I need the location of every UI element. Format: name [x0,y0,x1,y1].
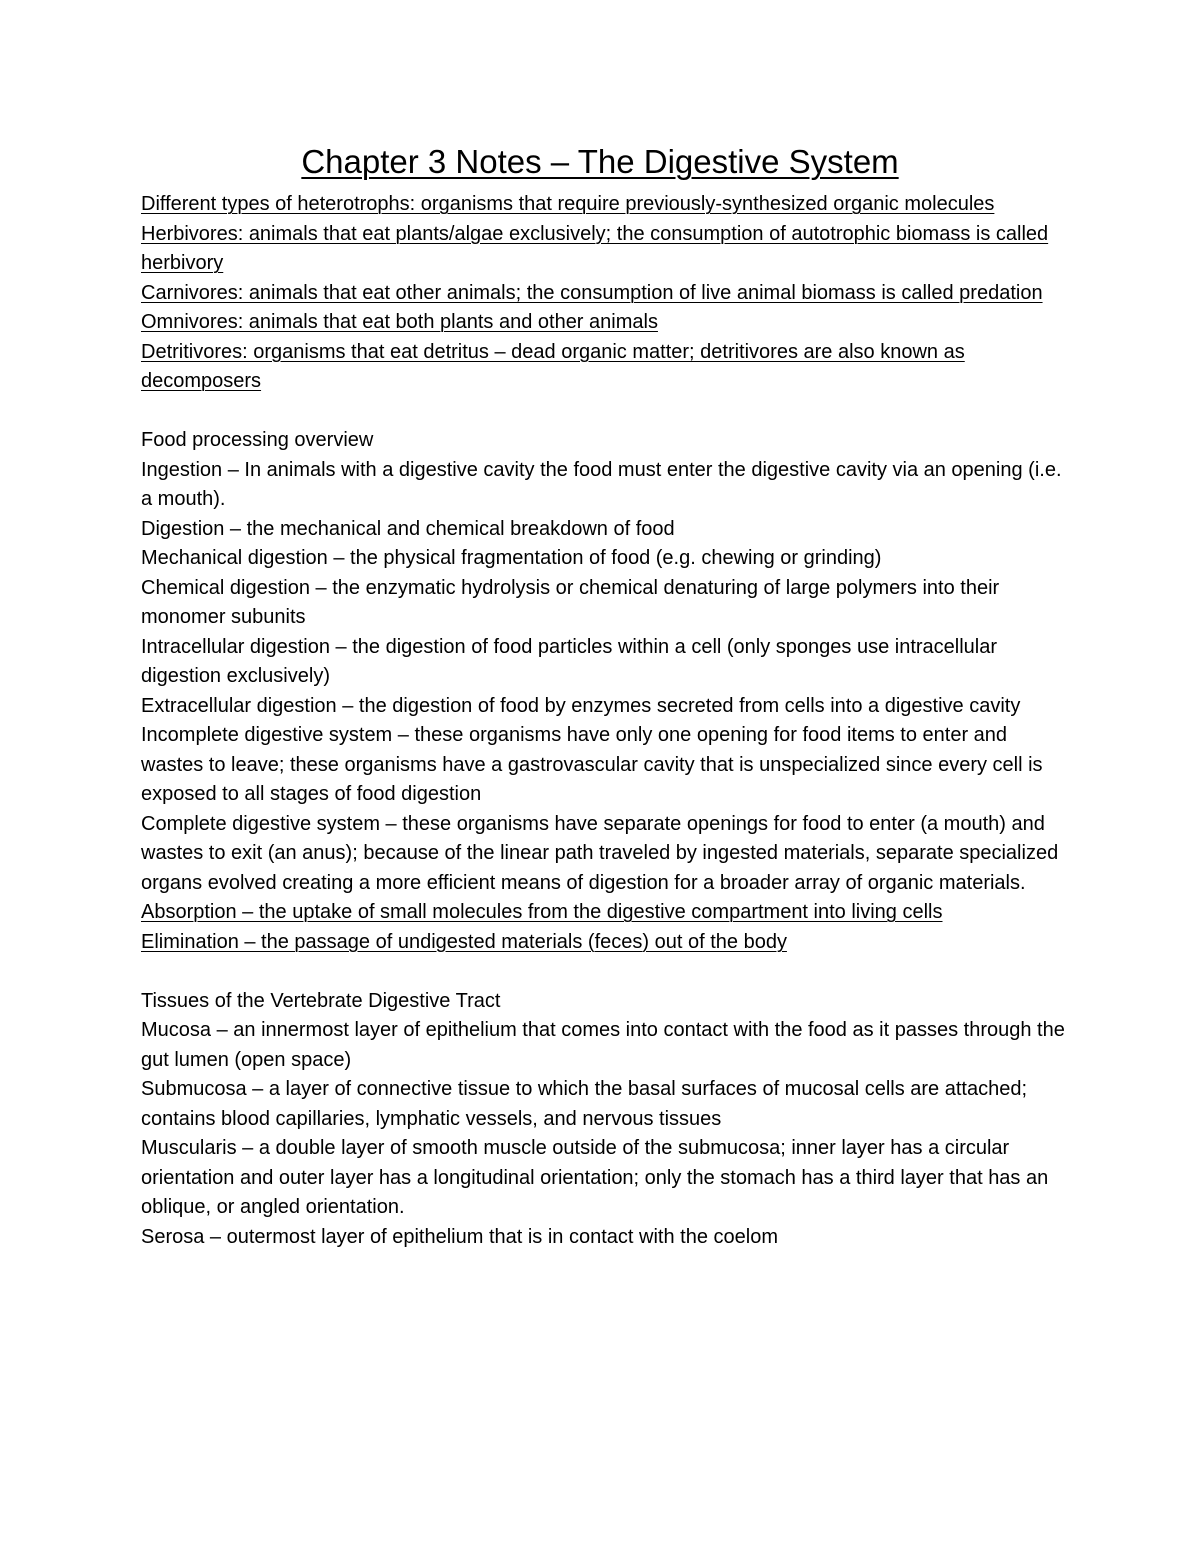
detritivores-definition: Detritivores: organisms that eat detritus – dead organic matter; detritivores are also known as decomposers [141,340,965,392]
carnivores-definition: Carnivores: animals that eat other animals; the consumption of live animal biomass is called predation [141,281,1043,304]
elimination-definition: Elimination – the passage of undigested materials (feces) out of the body [141,930,787,953]
incomplete-digestive-system-definition: Incomplete digestive system – these organisms have only one opening for food items to enter and wastes to leave; these organisms have a gastrovascular cavity that is unspecialized since every cell is exposed to all stages of food digestion [141,724,1043,805]
tissues-heading: Tissues of the Vertebrate Digestive Tract [141,989,501,1012]
submucosa-definition: Submucosa – a layer of connective tissue to which the basal surfaces of mucosal cells are attached; contains blood capillaries, lymphatic vessels, and nervous tissues [141,1078,1028,1130]
document-body [141,190,1071,1252]
mechanical-digestion-definition: Mechanical digestion – the physical fragmentation of food (e.g. chewing or grinding) [141,547,882,569]
spacer [141,957,1071,987]
heterotrophs-definition: Different types of heterotrophs: organisms that require previously-synthesized organic molecules [141,193,995,215]
muscularis-definition: Muscularis – a double layer of smooth muscle outside of the submucosa; inner layer has a circular orientation and outer layer has a longitudinal orientation; only the stomach has a third layer that has an oblique, or angled orientation. [141,1137,1049,1218]
serosa-definition: Serosa – outermost layer of epithelium that is in contact with the coelom [141,1225,778,1248]
digestion-definition: Digestion – the mechanical and chemical breakdown of food [141,517,675,540]
spacer [141,397,1071,427]
extracellular-digestion-definition: Extracellular digestion – the digestion of food by enzymes secreted from cells into a digestive cavity [141,694,1021,717]
page-title: Chapter 3 Notes – The Digestive System [301,143,899,180]
herbivores-definition: Herbivores: animals that eat plants/algae exclusively; the consumption of autotrophic biomass is called herbivory [141,222,1049,274]
mucosa-definition: Mucosa – an innermost layer of epithelium that comes into contact with the food as it passes through the gut lumen (open space) [141,1019,1065,1071]
food-processing-heading: Food processing overview [141,429,374,451]
ingestion-definition: Ingestion – In animals with a digestive cavity the food must enter the digestive cavity via an opening (i.e. a mouth). [141,458,1062,510]
intracellular-digestion-definition: Intracellular digestion – the digestion of food particles within a cell (only sponges use intracellular digestion exclusively) [141,635,998,687]
absorption-definition: Absorption – the uptake of small molecules from the digestive compartment into living cells [141,901,943,923]
complete-digestive-system-definition: Complete digestive system – these organisms have separate openings for food to enter (a mouth) and wastes to exit (an anus); because of the linear path traveled by ingested materials, separate specialized organs evolved creating a more efficient means of digestion for a broader array of organic materials. [141,812,1059,894]
omnivores-definition: Omnivores: animals that eat both plants and other animals [141,311,658,333]
chemical-digestion-definition: Chemical digestion – the enzymatic hydrolysis or chemical denaturing of large polymers into their monomer subunits [141,576,1000,628]
